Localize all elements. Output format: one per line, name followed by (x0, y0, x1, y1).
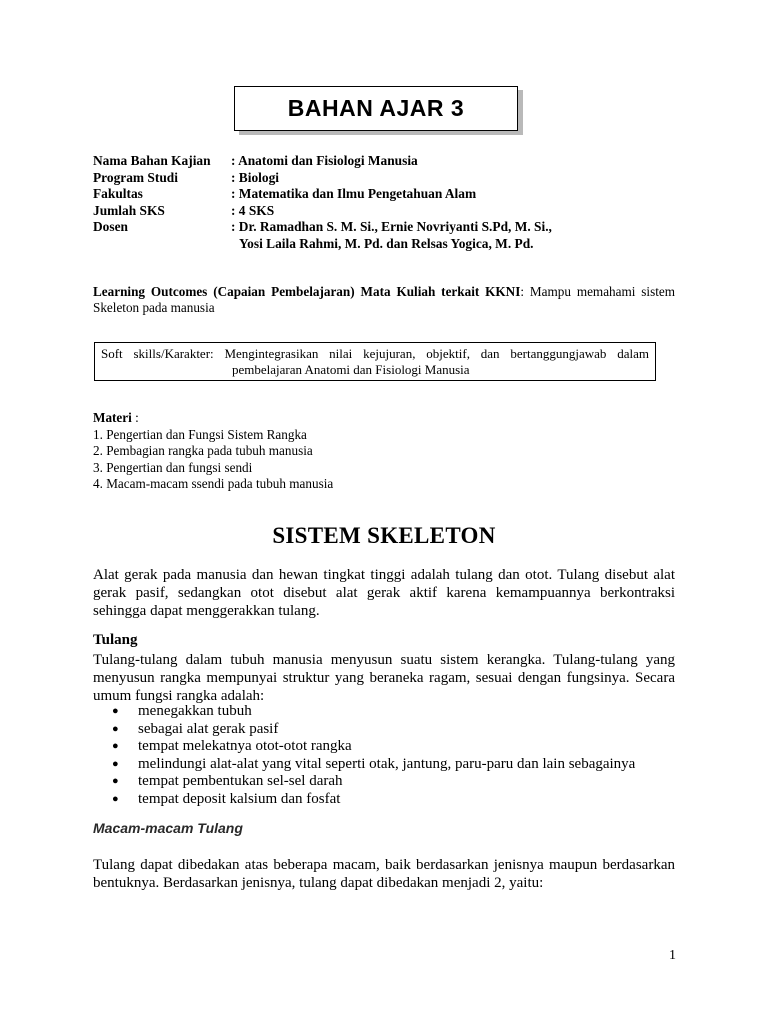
function-list (112, 703, 635, 808)
paragraph-macam: Tulang dapat dibedakan atas beberapa macam, baik berdasarkan jenisnya maupun berdasarkan bentuknya. Berdasarkan jenisnya, tulang dapat dibedakan menjadi 2, yaitu: (93, 857, 675, 891)
list-item-text: melindungi alat-alat yang vital seperti otak, jantung, paru-paru dan lain sebagainya (138, 755, 636, 772)
materi-item: 3. Pengertian dan fungsi sendi (93, 459, 253, 475)
info-label: Nama Bahan Kajian (93, 153, 211, 168)
list-item (112, 773, 635, 791)
bullet-icon: ● (112, 705, 119, 717)
list-item-text: menegakkan tubuh (138, 703, 252, 719)
materi-item: 1. Pengertian dan Fungsi Sistem Rangka (93, 426, 307, 442)
materi-item: 2. Pembagian rangka pada tubuh manusia (93, 443, 313, 458)
learning-outcomes-text: : Mampu memahami sistem Skeleton pada manusia (93, 284, 676, 315)
subheading-tulang: Tulang (93, 632, 138, 648)
lecturer-continuation: Yosi Laila Rahmi, M. Pd. dan Relsas Yogica, M. Pd. (239, 235, 534, 251)
info-row (93, 186, 552, 203)
soft-skills-line: pembelajaran Anatomi dan Fisiologi Manusia (232, 361, 470, 377)
list-item (112, 703, 635, 721)
document-title: BAHAN AJAR 3 (234, 86, 518, 131)
learning-outcomes (93, 284, 675, 316)
info-value: : Dr. Ramadhan S. M. Si., Ernie Novriyanti S.Pd, M. Si., (231, 219, 552, 234)
list-item (112, 721, 635, 739)
list-item (112, 791, 635, 809)
materi-label: Materi (93, 410, 132, 425)
info-label: Dosen (93, 219, 128, 234)
page-number: 1 (669, 948, 676, 963)
paragraph-intro: Alat gerak pada manusia dan hewan tingkat tinggi adalah tulang dan otot. Tulang disebut alat gerak pasif, sedangkan otot disebut alat gerak aktif karena kemampuannya berkontraksi sehingga dapat menggerakkan tulang. (93, 567, 675, 619)
bullet-icon: ● (112, 722, 119, 735)
list-item-text: tempat pembentukan sel-sel darah (138, 773, 343, 789)
info-value: : Anatomi dan Fisiologi Manusia (231, 153, 418, 168)
bullet-icon: ● (112, 740, 119, 752)
info-label: Jumlah SKS (93, 202, 165, 218)
paragraph-tulang: Tulang-tulang dalam tubuh manusia menyusun suatu sistem kerangka. Tulang-tulang yang menyusun rangka mempunyai struktur yang beraneka ragam, sesuai dengan fungsinya. Secara umum fungsi rangka adalah: (93, 652, 675, 704)
bullet-icon: ● (112, 792, 119, 805)
info-row (93, 153, 552, 170)
info-label: Program Studi (93, 169, 178, 185)
info-value: : 4 SKS (231, 202, 275, 218)
list-item-text: tempat melekatnya otot-otot rangka (138, 738, 352, 754)
info-value: : Biologi (231, 169, 279, 185)
info-row (93, 203, 552, 220)
course-info (93, 153, 552, 252)
materi-colon: : (131, 410, 139, 425)
list-item (112, 756, 635, 774)
learning-outcomes-label: Learning Outcomes (Capaian Pembelajaran) Mata Kuliah terkait KKNI (93, 284, 521, 299)
soft-skills-box (94, 342, 656, 381)
info-row (93, 219, 552, 236)
bullet-icon: ● (112, 775, 119, 787)
subheading-macam-tulang: Macam-macam Tulang (93, 820, 243, 836)
list-item (112, 738, 635, 756)
info-label: Fakultas (93, 186, 143, 201)
list-item-text: sebagai alat gerak pasif (138, 720, 279, 737)
materi-section (93, 410, 333, 493)
materi-heading (93, 410, 333, 427)
list-item-text: tempat deposit kalsium dan fosfat (138, 790, 341, 807)
soft-skills-line: Soft skills/Karakter: Mengintegrasikan nilai kejujuran, objektif, dan bertanggungjawab dalam (101, 346, 649, 361)
materi-item: 4. Macam-macam ssendi pada tubuh manusia (93, 476, 334, 491)
bullet-icon: ● (112, 757, 119, 770)
info-value: : Matematika dan Ilmu Pengetahuan Alam (231, 186, 477, 201)
section-title: SISTEM SKELETON (272, 523, 496, 548)
info-row (93, 170, 552, 187)
